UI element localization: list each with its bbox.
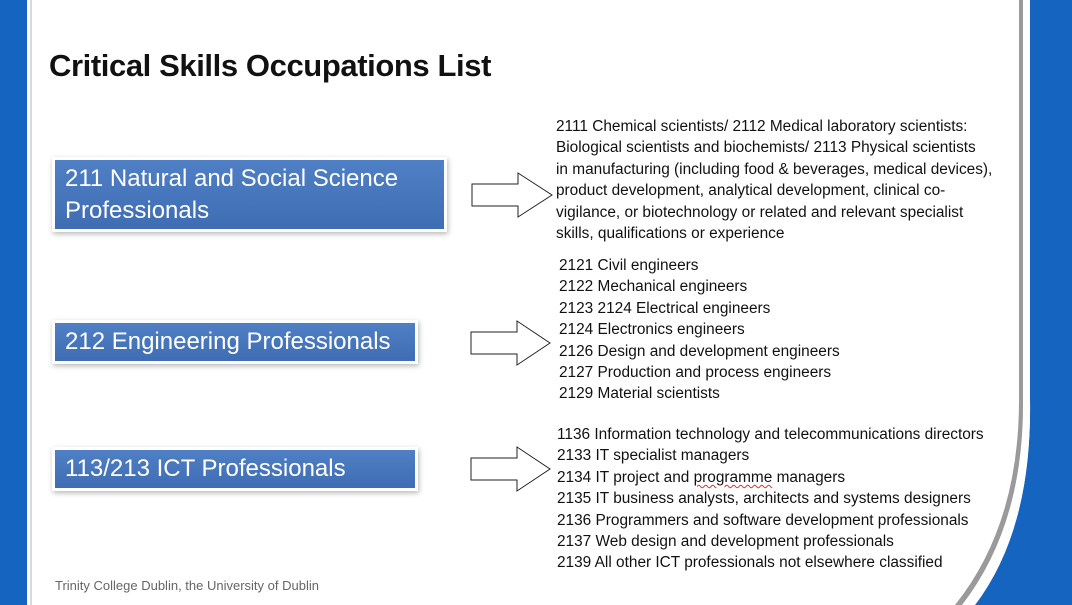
list-item: Biological scientists and biochemists/ 2113 Physical scientists [556, 139, 976, 157]
list-item: 2111 Chemical scientists/ 2112 Medical laboratory scientists: [556, 118, 968, 135]
list-item: 1136 Information technology and telecommunications directors [557, 426, 984, 443]
list-item: 2137 Web design and development professionals [557, 533, 894, 551]
list-item: 2126 Design and development engineers [559, 342, 840, 360]
category-box-ict [55, 450, 415, 488]
list-item: 2127 Production and process engineers [559, 364, 832, 382]
category-box-natural-social-science [55, 160, 444, 229]
list-item: 2121 Civil engineers [559, 257, 699, 274]
list-item: 2139 All other ICT professionals not elsewhere classified [557, 554, 943, 572]
category-label: 113/213 ICT Professionals [65, 455, 346, 482]
list-item: 2123 2124 Electrical engineers [559, 299, 771, 317]
list-item: 2136 Programmers and software development professionals [557, 511, 969, 529]
category-box-engineering [55, 323, 415, 361]
occupation-list-ict [557, 424, 984, 574]
list-item-text: managers [772, 468, 846, 486]
occupation-list-engineering [559, 255, 840, 405]
list-item: skills, qualifications or experience [556, 225, 785, 243]
list-item [557, 467, 984, 488]
right-arrow-icon [469, 445, 553, 493]
occupation-list-natural-social-science [556, 116, 992, 244]
list-item: 2133 IT specialist managers [557, 447, 750, 465]
list-item: product development, analytical development, clinical co- [556, 182, 946, 200]
slide-title: Critical Skills Occupations List [49, 48, 491, 83]
list-item: in manufacturing (including food & beverages, medical devices), [556, 160, 993, 178]
list-item: 2135 IT business analysts, architects and systems designers [557, 490, 971, 508]
category-label: 212 Engineering Professionals [65, 328, 391, 355]
list-item-text: 2134 IT project and [557, 468, 694, 486]
footer-institution: Trinity College Dublin, the University of Dublin [55, 578, 319, 593]
list-item: 2122 Mechanical engineers [559, 278, 748, 296]
list-item: 2129 Material scientists [559, 385, 720, 403]
right-arrow-icon [469, 319, 553, 367]
right-arrow-icon [470, 171, 554, 219]
list-item: vigilance, or biotechnology or related and relevant specialist [556, 203, 964, 221]
category-label: 211 Natural and Social Science Professionals [65, 165, 399, 224]
list-item: 2124 Electronics engineers [559, 321, 745, 339]
spellcheck-marked-word: programme [693, 468, 773, 486]
